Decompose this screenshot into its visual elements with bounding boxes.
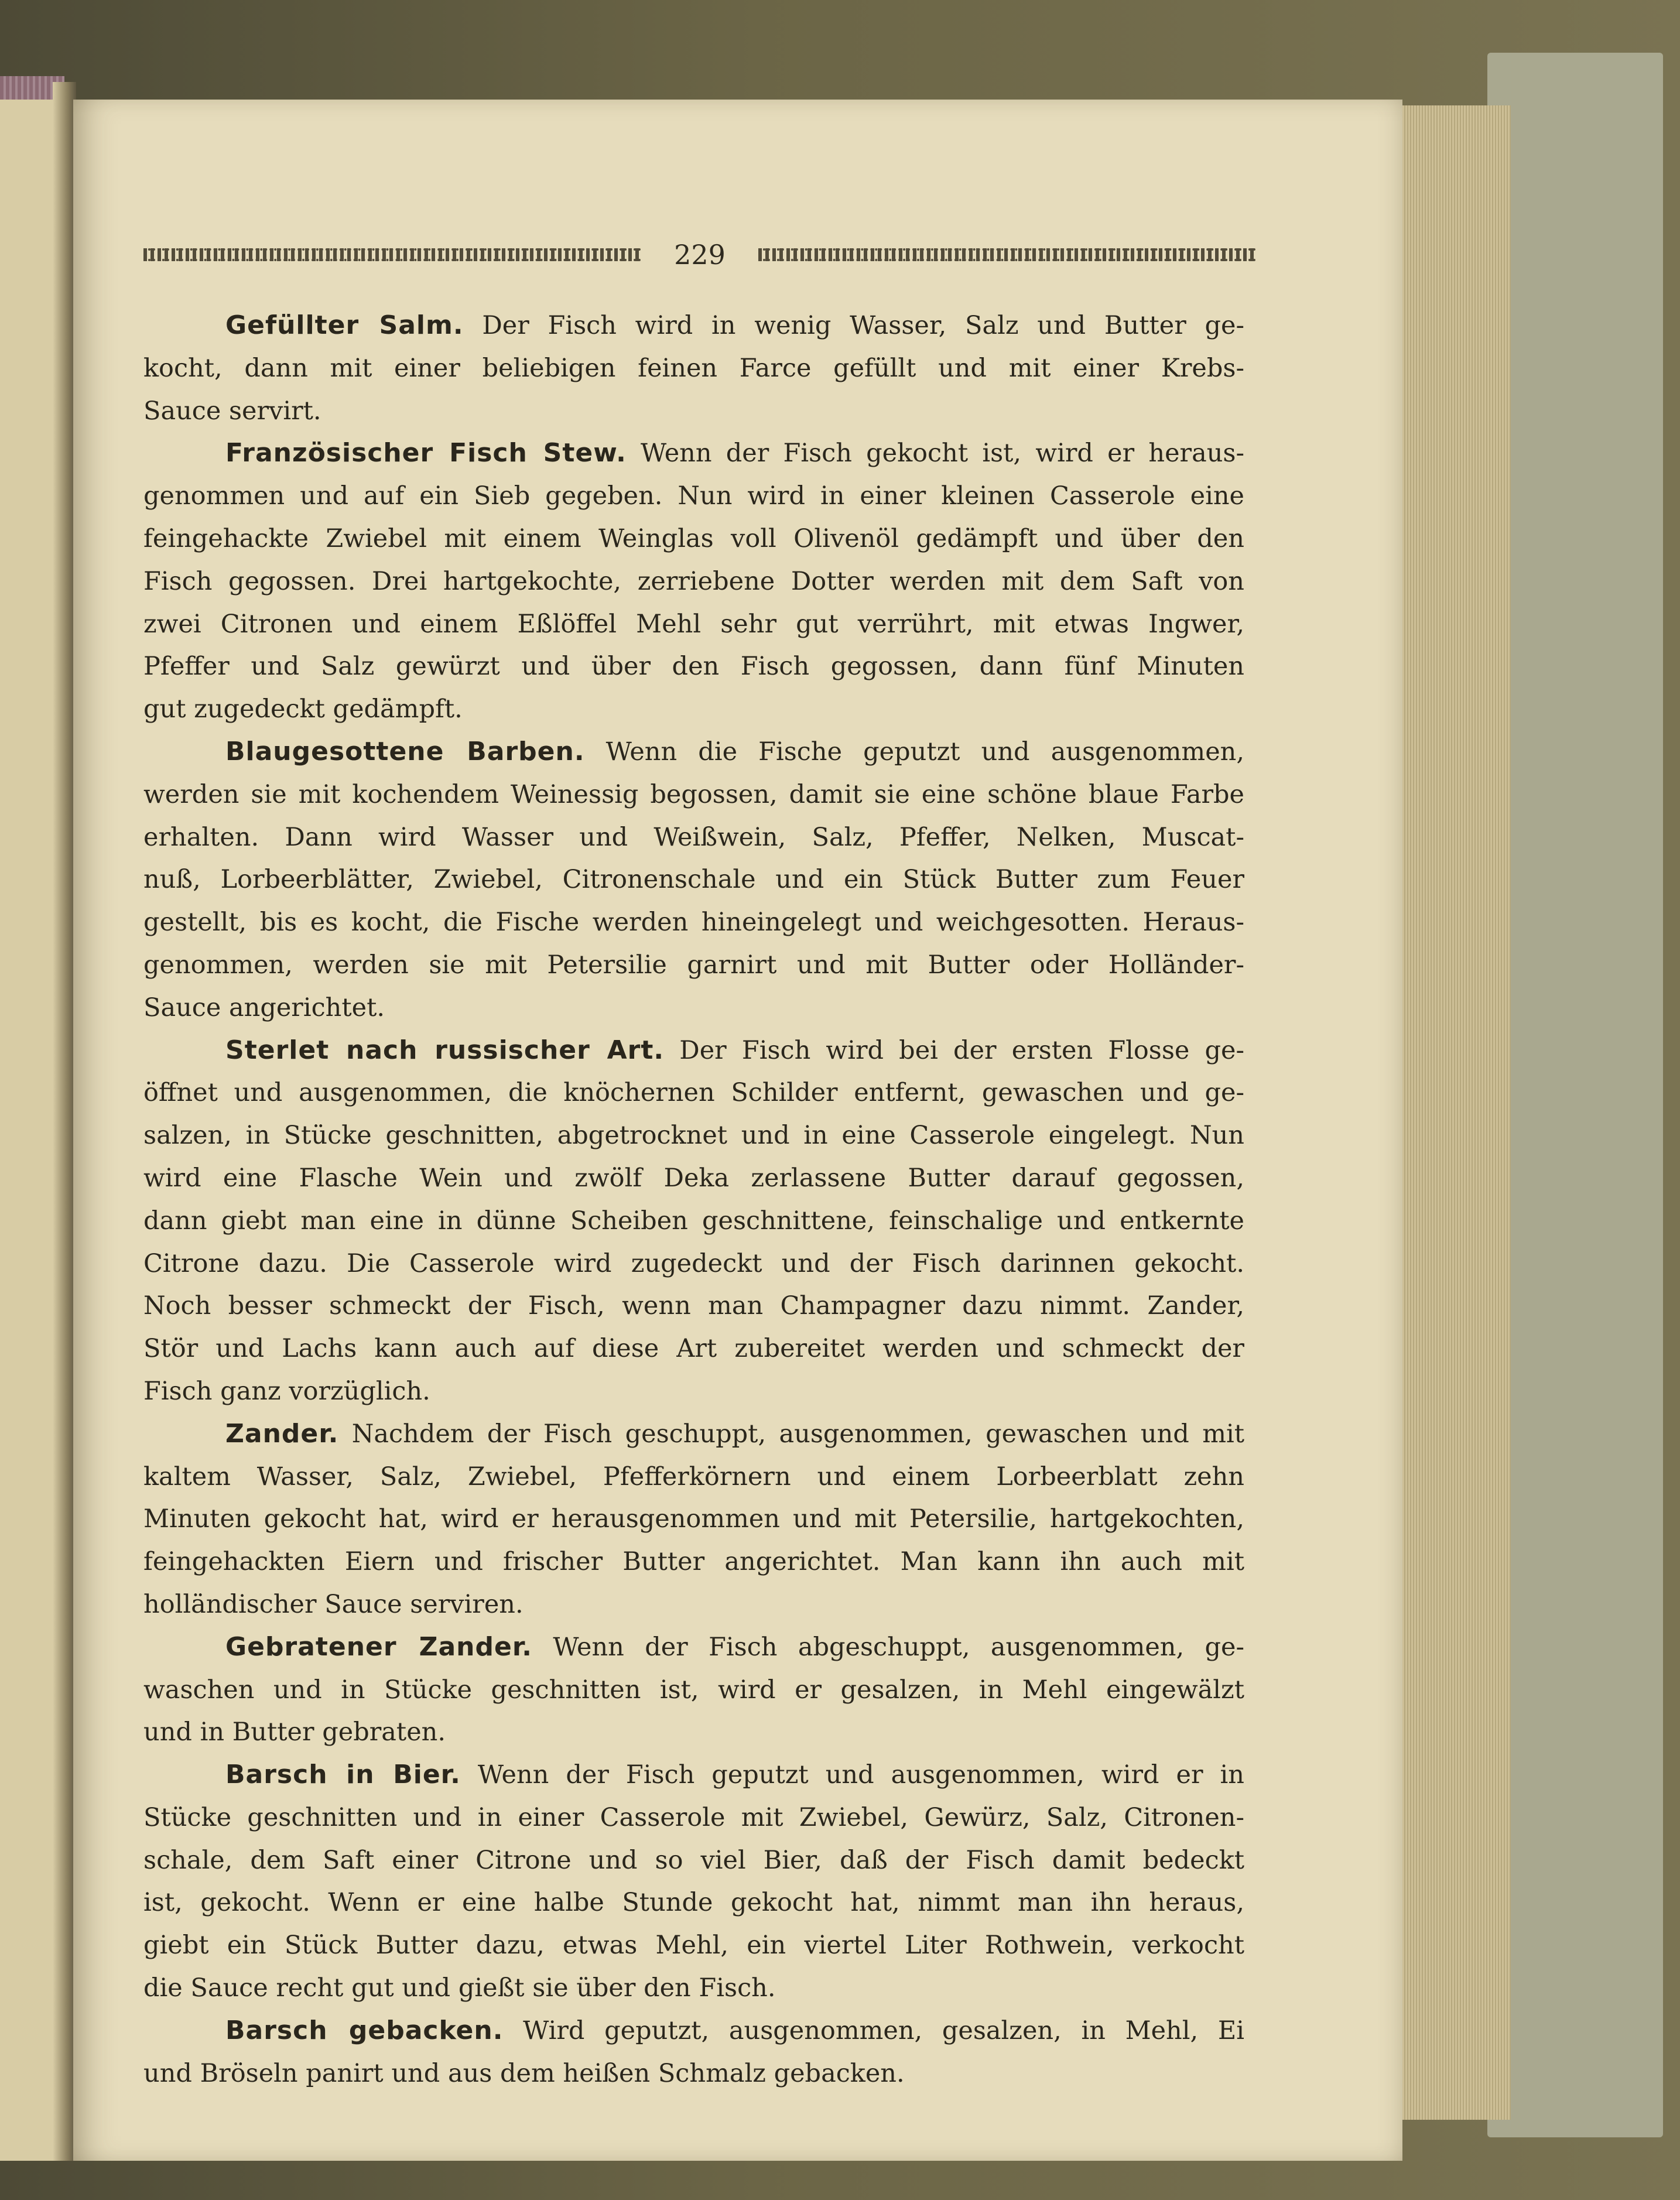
- line-text: Nachdem der Fisch geschuppt, ausgenommen, gewaschen und mit: [351, 1419, 1244, 1449]
- text-line: Citrone dazu. Die Casserole wird zugedeckt und der Fisch darinnen gekocht.: [143, 1248, 1244, 1278]
- recipe-heading: Barsch gebacken.: [225, 2015, 504, 2045]
- text-line: Fisch ganz vorzüglich.: [143, 1376, 430, 1406]
- page-edges: [1394, 105, 1511, 2120]
- ornament-left: [143, 248, 641, 261]
- text-line: dann giebt man eine in dünne Scheiben geschnittene, feinschalige und entkernte: [143, 1206, 1244, 1236]
- text-line: erhalten. Dann wird Wasser und Weißwein, Salz, Pfeffer, Nelken, Muscat-: [143, 822, 1244, 852]
- text-line: [143, 432, 1244, 475]
- line-text: Wenn der Fisch gekocht ist, wird er heraus-: [641, 439, 1244, 468]
- line-text: Wenn die Fische geputzt und ausgenommen,: [605, 737, 1244, 767]
- text-line: Sauce servirt.: [143, 396, 321, 426]
- text-line: waschen und in Stücke geschnitten ist, wird er gesalzen, in Mehl eingewälzt: [143, 1675, 1244, 1705]
- text-line: [143, 1626, 1244, 1669]
- text-line: salzen, in Stücke geschnitten, abgetrocknet und in eine Casserole eingelegt. Nun: [143, 1121, 1244, 1151]
- text-line: werden sie mit kochendem Weinessig begossen, damit sie eine schöne blaue Farbe: [143, 779, 1244, 809]
- text-line: kaltem Wasser, Salz, Zwiebel, Pfefferkörnern und einem Lorbeerblatt zehn: [143, 1462, 1244, 1491]
- text-line: und Bröseln panirt und aus dem heißen Schmalz gebacken.: [143, 2058, 905, 2088]
- text-line: kocht, dann mit einer beliebigen feinen Farce gefüllt und mit einer Krebs-: [143, 353, 1244, 383]
- text-line: schale, dem Saft einer Citrone und so viel Bier, daß der Fisch damit bedeckt: [143, 1845, 1244, 1875]
- text-line: ist, gekocht. Wenn er eine halbe Stunde gekocht hat, nimmt man ihn heraus,: [143, 1888, 1244, 1918]
- text-line: [143, 304, 1244, 347]
- recipe-heading: Sterlet nach russischer Art.: [225, 1035, 665, 1065]
- line-text: Der Fisch wird in wenig Wasser, Salz und Butter ge-: [482, 311, 1244, 340]
- text-line: [143, 2010, 1244, 2052]
- text-line: feingehackte Zwiebel mit einem Weinglas voll Olivenöl gedämpft und über den: [143, 524, 1244, 553]
- text-line: [143, 731, 1244, 774]
- recipe-heading: Gebratener Zander.: [225, 1631, 532, 1662]
- recipe-text: [143, 304, 1244, 2095]
- line-text: Wenn der Fisch abgeschuppt, ausgenommen, ge-: [553, 1632, 1244, 1662]
- text-line: Noch besser schmeckt der Fisch, wenn man Champagner dazu nimmt. Zander,: [143, 1291, 1244, 1321]
- text-line: Pfeffer und Salz gewürzt und über den Fisch gegossen, dann fünf Minuten: [143, 652, 1244, 682]
- page-header: [143, 237, 1256, 272]
- recipe-heading: Barsch in Bier.: [225, 1760, 461, 1790]
- recipe-heading: Zander.: [225, 1418, 339, 1449]
- text-line: öffnet und ausgenommen, die knöchernen Schilder entfernt, gewaschen und ge-: [143, 1078, 1244, 1108]
- text-line: gut zugedeckt gedämpft.: [143, 694, 463, 724]
- line-text: Wenn der Fisch geputzt und ausgenommen, wird er in: [477, 1760, 1244, 1790]
- text-line: Sauce angerichtet.: [143, 993, 385, 1022]
- text-line: giebt ein Stück Butter dazu, etwas Mehl, ein viertel Liter Rothwein, verkocht: [143, 1931, 1244, 1961]
- recipe-heading: Französischer Fisch Stew.: [225, 438, 627, 468]
- text-line: Fisch gegossen. Drei hartgekochte, zerriebene Dotter werden mit dem Saft von: [143, 566, 1244, 596]
- text-line: [143, 1029, 1244, 1072]
- text-line: zwei Citronen und einem Eßlöffel Mehl sehr gut verrührt, mit etwas Ingwer,: [143, 609, 1244, 639]
- recipe-heading: Gefüllter Salm.: [225, 310, 464, 340]
- text-line: feingehackten Eiern und frischer Butter angerichtet. Man kann ihn auch mit: [143, 1547, 1244, 1577]
- book-gutter: [53, 82, 76, 2161]
- text-line: und in Butter gebraten.: [143, 1717, 446, 1747]
- text-line: genommen und auf ein Sieb gegeben. Nun wird in einer kleinen Casserole eine: [143, 481, 1244, 511]
- ornament-right: [758, 248, 1256, 261]
- text-line: holländischer Sauce serviren.: [143, 1589, 523, 1619]
- text-line: gestellt, bis es kocht, die Fische werden hineingelegt und weichgesotten. Heraus-: [143, 908, 1244, 938]
- line-text: Der Fisch wird bei der ersten Flosse ge-: [679, 1035, 1244, 1065]
- text-line: [143, 1413, 1244, 1456]
- text-line: nuß, Lorbeerblätter, Zwiebel, Citronenschale und ein Stück Butter zum Feuer: [143, 865, 1244, 895]
- text-line: Stör und Lachs kann auch auf diese Art zubereitet werden und schmeckt der: [143, 1334, 1244, 1364]
- text-line: genommen, werden sie mit Petersilie garnirt und mit Butter oder Holländer-: [143, 950, 1244, 980]
- text-line: Stücke geschnitten und in einer Casserole mit Zwiebel, Gewürz, Salz, Citronen-: [143, 1802, 1244, 1832]
- text-line: die Sauce recht gut und gießt sie über den Fisch.: [143, 1973, 776, 2003]
- text-line: wird eine Flasche Wein und zwölf Deka zerlassene Butter darauf gegossen,: [143, 1163, 1244, 1193]
- text-line: Minuten gekocht hat, wird er herausgenommen und mit Petersilie, hartgekochten,: [143, 1504, 1244, 1534]
- recipe-heading: Blaugesottene Barben.: [225, 736, 585, 767]
- text-line: [143, 1754, 1244, 1797]
- line-text: Wird geputzt, ausgenommen, gesalzen, in Mehl, Ei: [523, 2016, 1244, 2045]
- book-cover-right: [1487, 53, 1663, 2137]
- page-number: 229: [674, 239, 726, 271]
